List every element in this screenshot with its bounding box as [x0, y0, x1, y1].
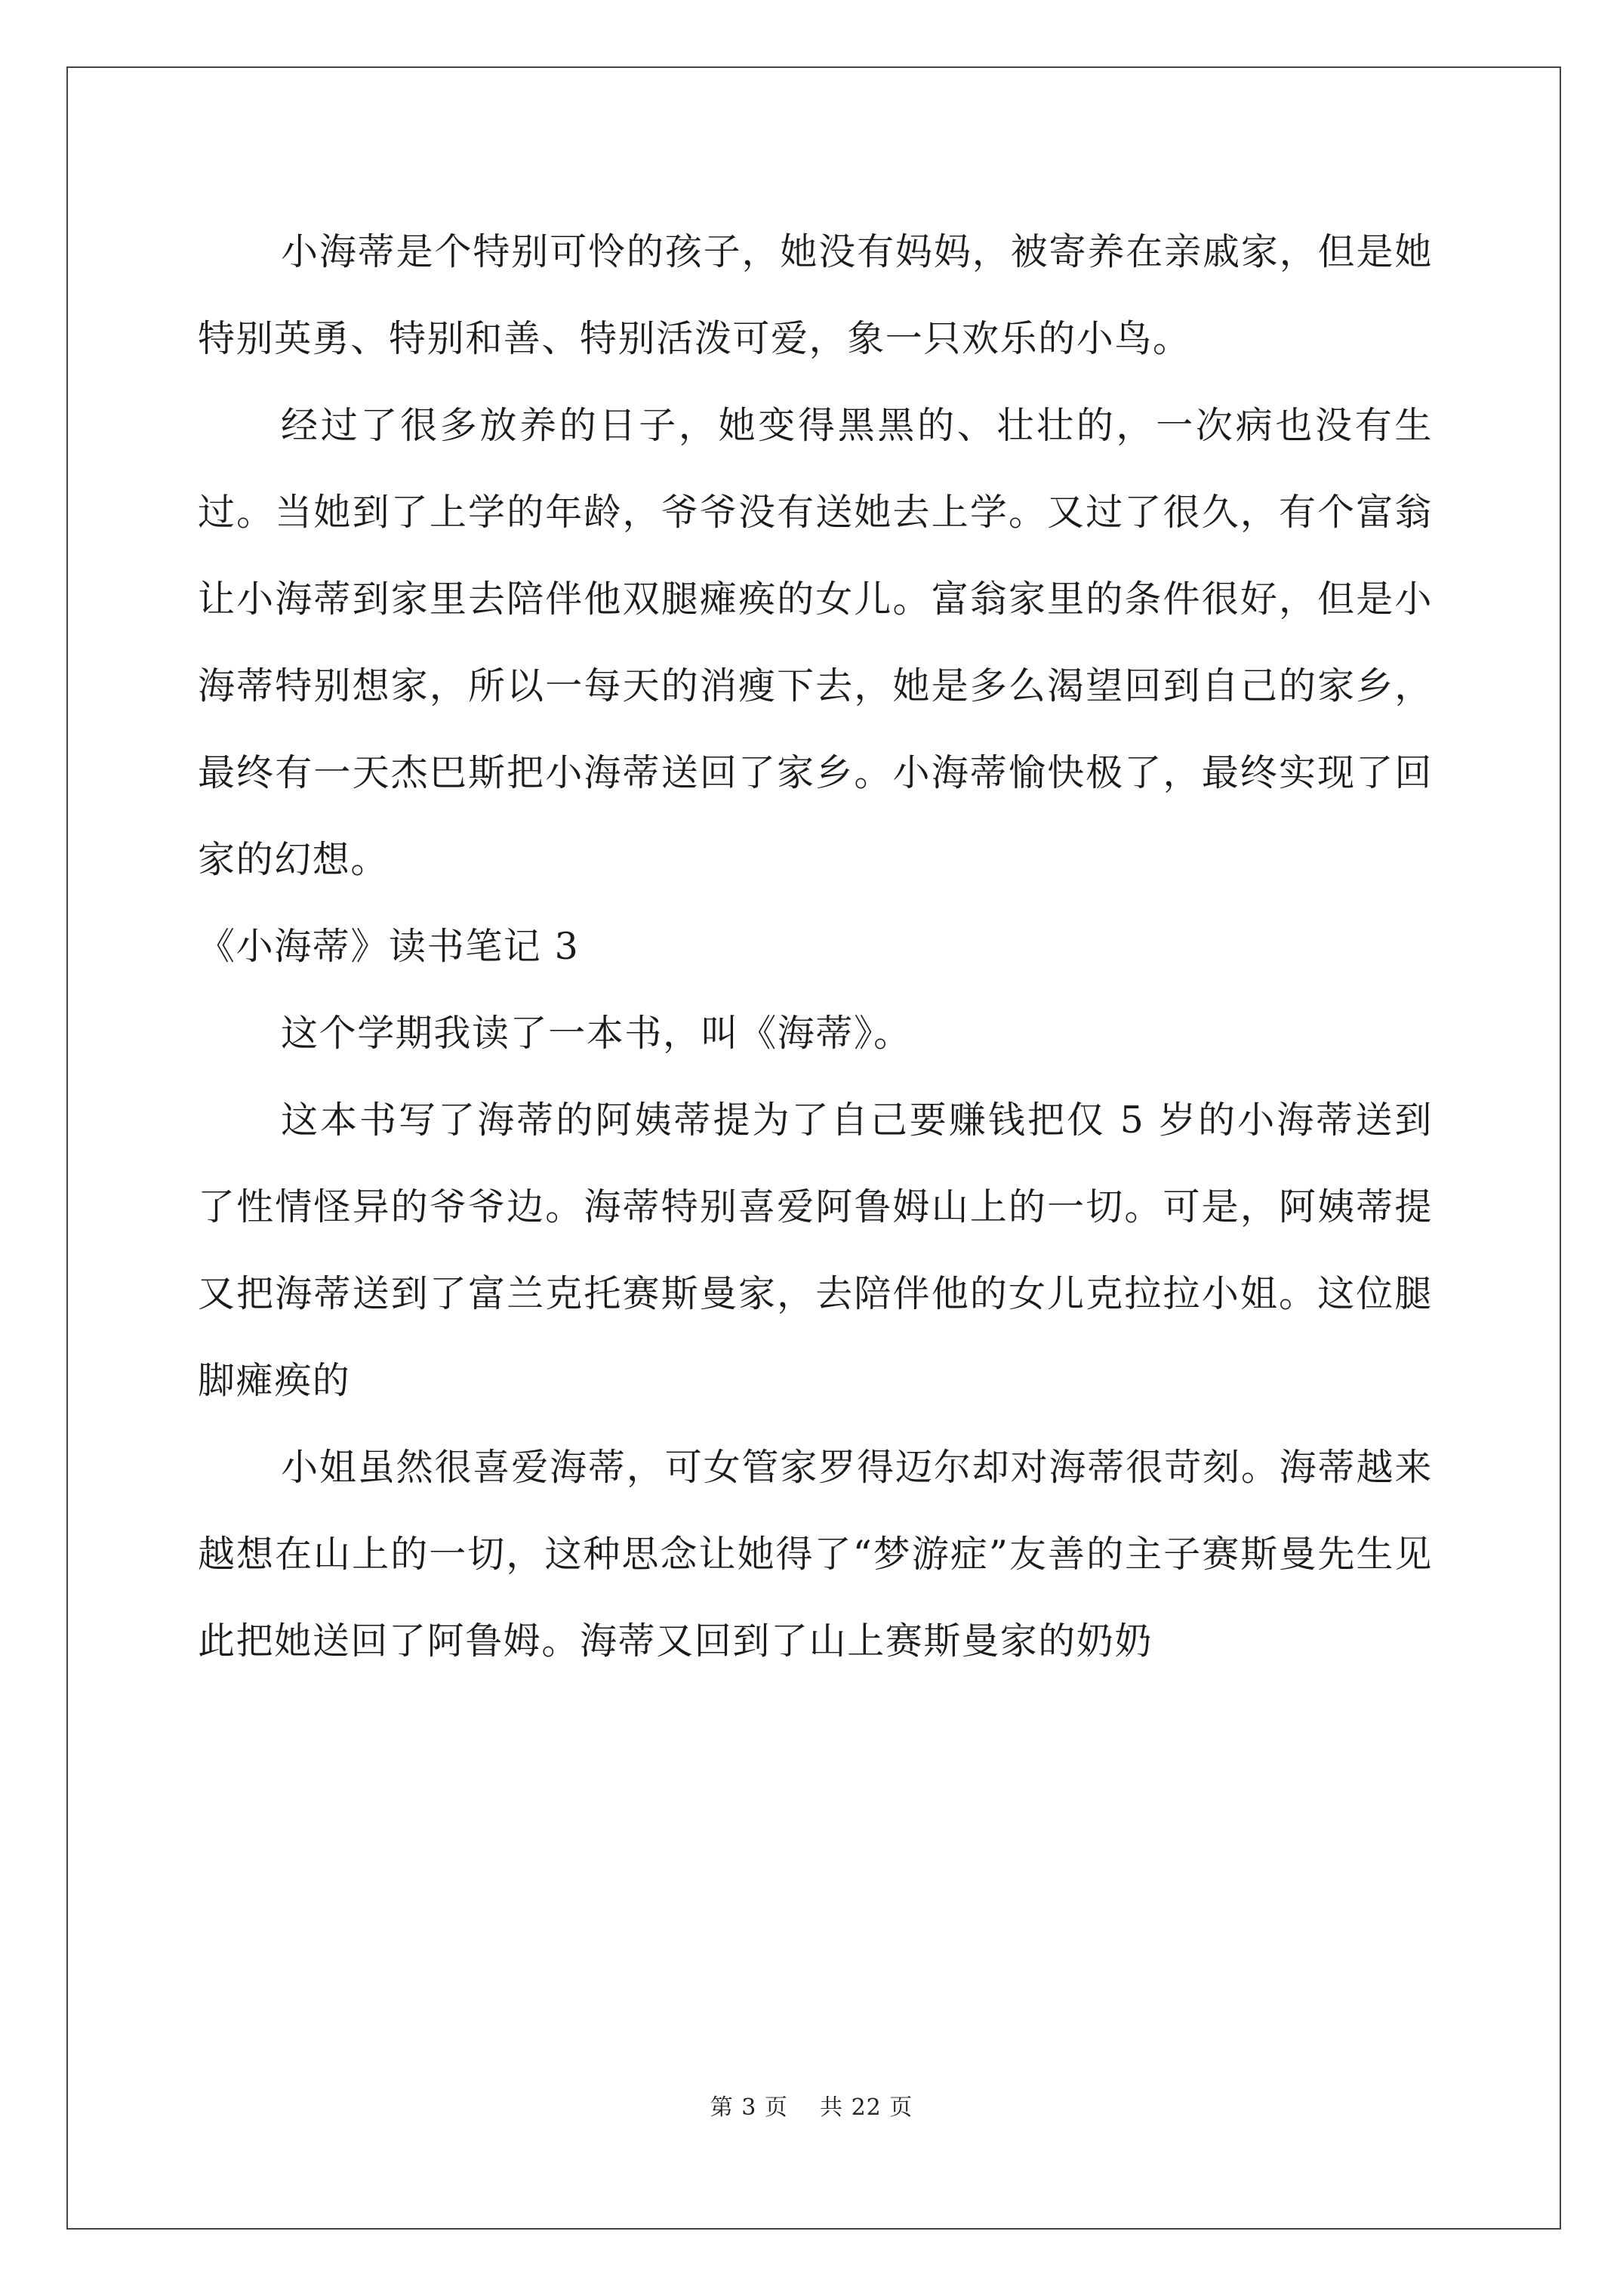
paragraph-3: 这个学期我读了一本书，叫《海蒂》。	[281, 1012, 912, 1055]
page-footer	[0, 2088, 1623, 2122]
paragraph-5: 小姐虽然很喜爱海蒂，可女管家罗得迈尔却对海蒂很苛刻。海蒂越来越想在山上的一切，这种思念让她得了“梦游症”友善的主子赛斯曼先生见此把她送回了阿鲁姆。海蒂又回到了山上赛斯曼家的奶奶	[198, 1446, 1433, 1663]
section-heading: 《小海蒂》读书笔记 3	[198, 925, 580, 968]
document-body	[198, 208, 1433, 1684]
page-number: 第 3 页	[710, 2094, 788, 2121]
paragraph-1: 小海蒂是个特别可怜的孩子，她没有妈妈，被寄养在亲戚家，但是她特别英勇、特别和善、特别活泼可爱，象一只欢乐的小鸟。	[198, 230, 1433, 360]
page-total: 共 22 页	[820, 2094, 913, 2121]
paragraph-4: 这本书写了海蒂的阿姨蒂提为了自己要赚钱把仅 5 岁的小海蒂送到了性情怪异的爷爷边。海蒂特别喜爱阿鲁姆山上的一切。可是，阿姨蒂提又把海蒂送到了富兰克托赛斯曼家，去陪伴他的女儿克拉拉小姐。这位腿脚瘫痪的	[198, 1099, 1433, 1402]
paragraph-2: 经过了很多放养的日子，她变得黑黑的、壮壮的，一次病也没有生过。当她到了上学的年龄，爷爷没有送她去上学。又过了很久，有个富翁让小海蒂到家里去陪伴他双腿瘫痪的女儿。富翁家里的条件很好，但是小海蒂特别想家，所以一每天的消瘦下去，她是多么渴望回到自己的家乡，最终有一天杰巴斯把小海蒂送回了家乡。小海蒂愉快极了，最终实现了回家的幻想。	[198, 404, 1433, 881]
